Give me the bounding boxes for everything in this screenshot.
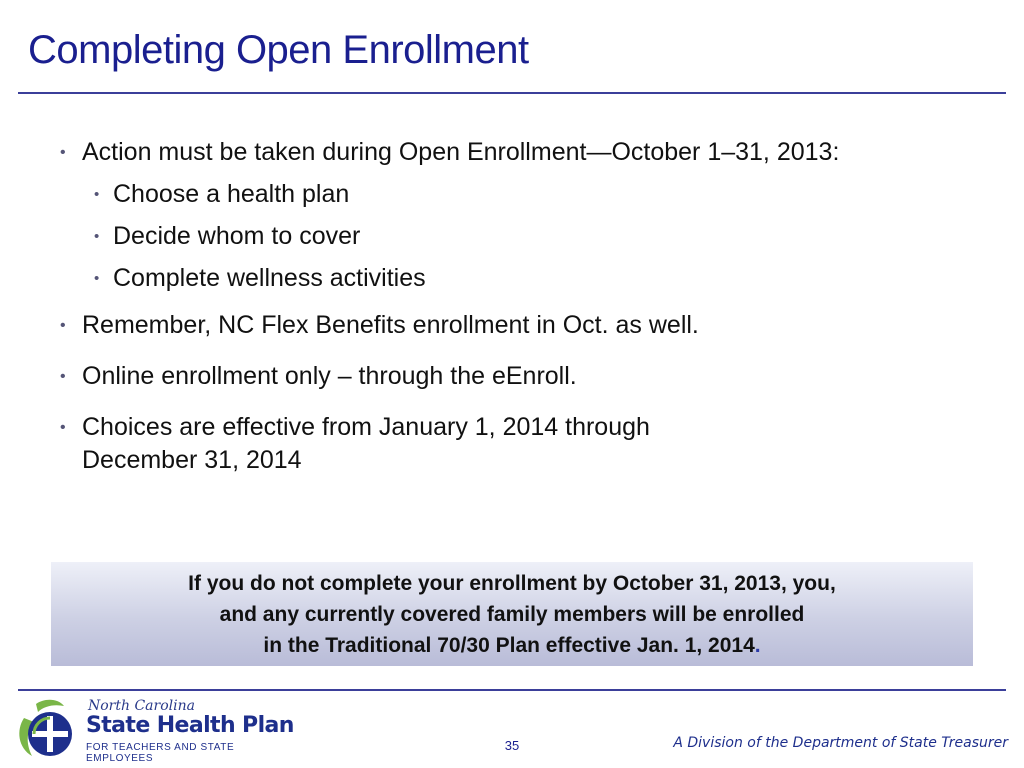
sub-bullet-item: • Complete wellness activities bbox=[82, 262, 988, 295]
slide-title: Completing Open Enrollment bbox=[28, 28, 529, 72]
logo-script-text: North Carolina bbox=[88, 698, 195, 714]
bullet-item bbox=[58, 360, 988, 393]
footer-divider bbox=[18, 689, 1006, 691]
notice-line: If you do not complete your enrollment by October 31, 2013, you, bbox=[188, 571, 836, 595]
enrollment-notice-box bbox=[51, 562, 973, 666]
bullet-item bbox=[58, 411, 988, 477]
bullet-text: Action must be taken during Open Enrollment—October 1–31, 2013: bbox=[82, 138, 840, 166]
notice-line: and any currently covered family members will be enrolled bbox=[219, 602, 805, 626]
leaf-cross-emblem-icon bbox=[14, 696, 78, 760]
bullet-text-line: December 31, 2014 bbox=[82, 446, 302, 474]
division-text: A Division of the Department of State Treasurer bbox=[673, 735, 1008, 751]
bullet-text-line: Choices are effective from January 1, 2014 through bbox=[82, 413, 650, 441]
bullet-item bbox=[58, 309, 988, 342]
notice-period: . bbox=[754, 633, 761, 657]
bullet-item bbox=[58, 136, 988, 295]
logo-tagline: FOR TEACHERS AND STATE EMPLOYEES bbox=[86, 742, 235, 764]
notice-line-text: in the Traditional 70/30 Plan effective Jan. 1, 2014 bbox=[263, 633, 755, 657]
sub-bullet-item: • Decide whom to cover bbox=[82, 220, 988, 253]
sub-bullet-item: • Choose a health plan bbox=[82, 178, 988, 211]
sub-bullet-list bbox=[82, 178, 988, 295]
notice-line bbox=[51, 630, 973, 661]
bullet-list bbox=[58, 136, 988, 495]
bullet-text: Online enrollment only – through the eEnroll. bbox=[82, 362, 577, 390]
state-health-plan-logo bbox=[14, 696, 294, 762]
logo-name: State Health Plan bbox=[86, 713, 294, 738]
title-divider bbox=[18, 92, 1006, 94]
bullet-text: Remember, NC Flex Benefits enrollment in Oct. as well. bbox=[82, 311, 699, 339]
page-number: 35 bbox=[504, 738, 520, 753]
